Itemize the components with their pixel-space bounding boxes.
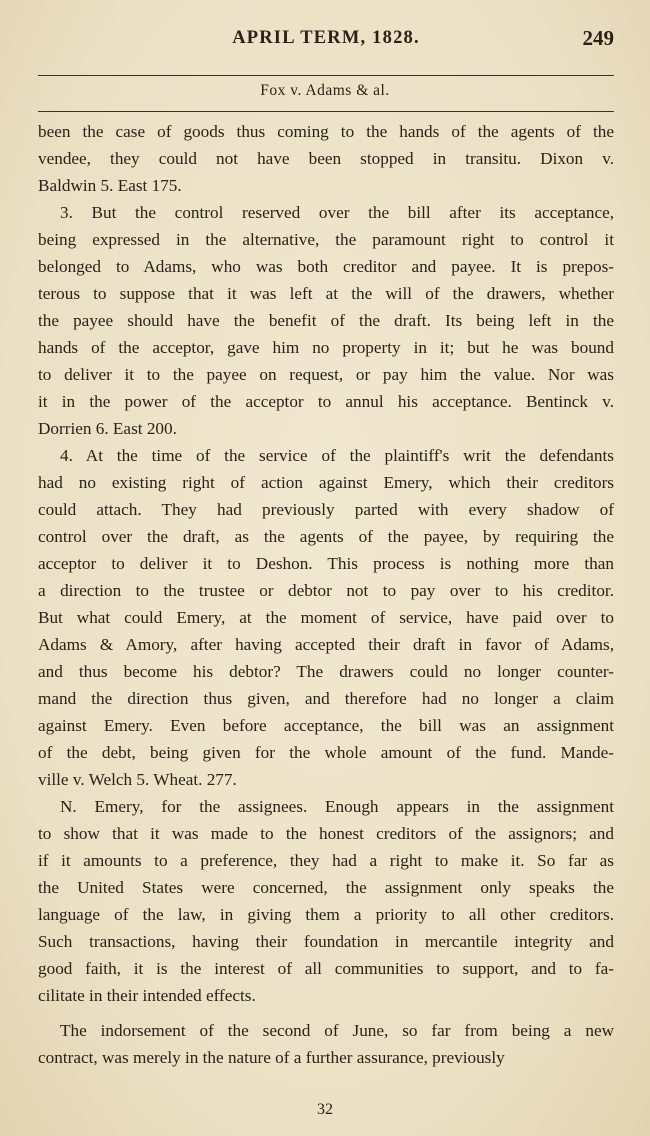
header-rule-top (38, 75, 614, 76)
text-line: Such transactions, having their foundation in mercantile integrity and (38, 932, 614, 951)
text-line: 3. But the control reserved over the bill after its acceptance, (60, 203, 614, 222)
body-text (38, 118, 614, 1071)
text-line: contract, was merely in the nature of a further assurance, previously (38, 1048, 505, 1067)
text-line: the United States were concerned, the assignment only speaks the (38, 878, 614, 897)
paragraph (38, 118, 614, 199)
page-number: 249 (582, 26, 614, 50)
text-line: Baldwin 5. East 175. (38, 176, 182, 195)
text-line: to deliver it to the payee on request, or pay him the value. Nor was (38, 365, 614, 384)
signature-mark: 32 (317, 1101, 333, 1118)
case-title: Fox v. Adams & al. (260, 82, 390, 99)
header-rule-bottom (38, 111, 614, 112)
text-line: been the case of goods thus coming to the hands of the agents of the (38, 122, 614, 141)
text-line: and thus become his debtor? The drawers could no longer counter- (38, 662, 614, 681)
text-line: could attach. They had previously parted with every shadow of (38, 500, 614, 519)
text-line: a direction to the trustee or debtor not to pay over to his creditor. (38, 581, 614, 600)
text-line: hands of the acceptor, gave him no property in it; but he was bound (38, 338, 614, 357)
text-line: But what could Emery, at the moment of service, have paid over to (38, 608, 614, 627)
text-line: language of the law, in giving them a priority to all other creditors. (38, 905, 614, 924)
text-line: The indorsement of the second of June, so far from being a new (60, 1021, 614, 1040)
paragraph (38, 442, 614, 793)
paragraph-gap (38, 1009, 614, 1017)
text-line: 4. At the time of the service of the plaintiff's writ the defendants (60, 446, 614, 465)
text-line: if it amounts to a preference, they had a right to make it. So far as (38, 851, 614, 870)
text-line: cilitate in their intended effects. (38, 986, 256, 1005)
running-head (38, 24, 614, 58)
text-line: terous to suppose that it was left at the will of the drawers, whether (38, 284, 614, 303)
term-heading: APRIL TERM, 1828. (232, 28, 420, 48)
text-line: mand the direction thus given, and therefore had no longer a claim (38, 689, 614, 708)
text-line: acceptor to deliver it to Deshon. This process is nothing more than (38, 554, 614, 573)
text-line: being expressed in the alternative, the paramount right to control it (38, 230, 614, 249)
text-line: N. Emery, for the assignees. Enough appears in the assignment (60, 797, 614, 816)
paragraph (38, 1017, 614, 1071)
text-line: of the debt, being given for the whole amount of the fund. Mande- (38, 743, 614, 762)
text-line: vendee, they could not have been stopped in transitu. Dixon v. (38, 149, 614, 168)
text-line: ville v. Welch 5. Wheat. 277. (38, 770, 237, 789)
text-line: belonged to Adams, who was both creditor and payee. It is prepos- (38, 257, 614, 276)
text-line: good faith, it is the interest of all communities to support, and to fa- (38, 959, 614, 978)
paragraph (38, 793, 614, 1009)
text-line: the payee should have the benefit of the draft. Its being left in the (38, 311, 614, 330)
paragraph (38, 199, 614, 442)
text-line: to show that it was made to the honest creditors of the assignors; and (38, 824, 614, 843)
text-line: against Emery. Even before acceptance, the bill was an assignment (38, 716, 614, 735)
text-line: it in the power of the acceptor to annul his acceptance. Bentinck v. (38, 392, 614, 411)
text-line: had no existing right of action against Emery, which their creditors (38, 473, 614, 492)
text-line: control over the draft, as the agents of the payee, by requiring the (38, 527, 614, 546)
text-line: Dorrien 6. East 200. (38, 419, 177, 438)
text-line: Adams & Amory, after having accepted their draft in favor of Adams, (38, 635, 614, 654)
